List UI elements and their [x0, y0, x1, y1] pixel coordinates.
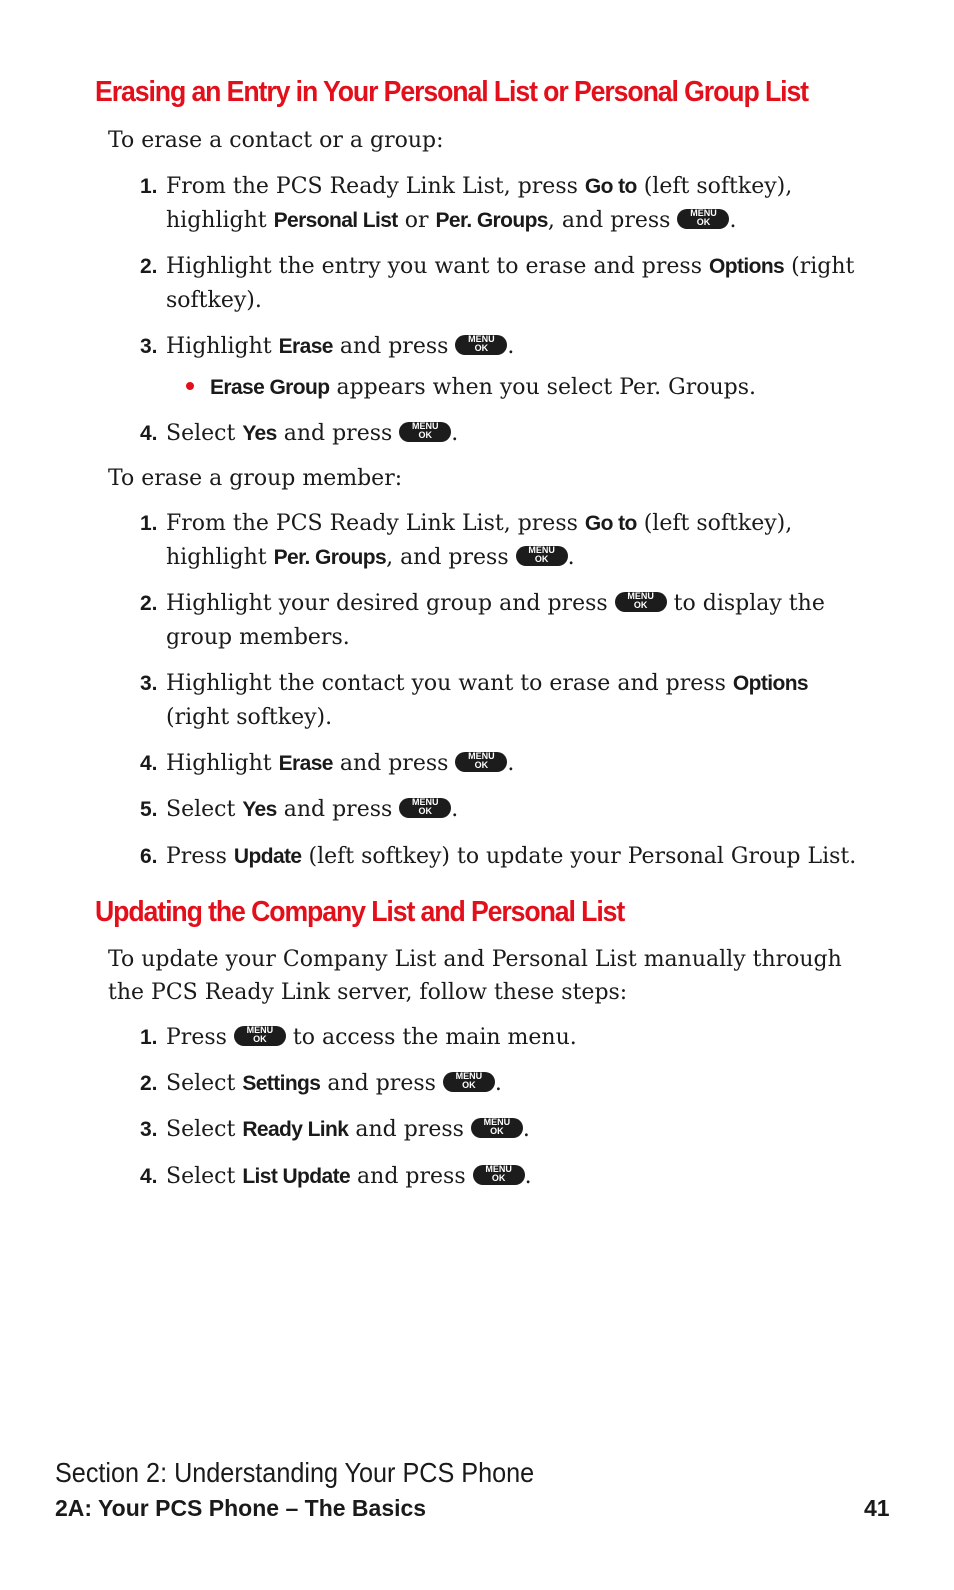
step-number: 2. [140, 1072, 158, 1095]
text: From the PCS Ready Link List, press [166, 511, 585, 536]
text: (left softkey) to update your Personal Group List. [301, 844, 857, 869]
intro-erase-member: To erase a group member: [108, 466, 403, 491]
step-number: 1. [140, 1026, 158, 1049]
text: . [494, 1071, 502, 1096]
text: , and press [547, 208, 678, 233]
step-text [166, 1021, 860, 1055]
footer-chapter-title: 2A: Your PCS Phone – The Basics [55, 1495, 427, 1521]
bullet-dot-icon [186, 382, 194, 390]
text: and press [320, 1071, 443, 1096]
section-title-updating: Updating the Company List and Personal List [95, 896, 625, 928]
key-yes: Yes [242, 798, 277, 821]
menu-ok-key-icon: MENU OK [399, 422, 451, 442]
step-number: 5. [140, 798, 158, 821]
intro-update: To update your Company List and Personal List manually through the PCS Ready Link server, follow these steps: [108, 947, 842, 1005]
text: (left softkey), highlight [166, 174, 793, 233]
menu-ok-key-icon: MENU OK [473, 1165, 525, 1185]
key-options: Options [732, 672, 809, 695]
text: . [729, 208, 737, 233]
intro-erase-contact: To erase a contact or a group: [108, 128, 444, 153]
key-erase: Erase [278, 752, 333, 775]
step-2 [140, 587, 860, 655]
step-1 [140, 507, 860, 575]
step-4 [140, 417, 860, 451]
menu-ok-key-icon: MENU OK [471, 1118, 523, 1138]
text: , and press [386, 545, 516, 570]
text: . [451, 421, 459, 446]
text: (right softkey). [166, 705, 333, 730]
key-settings: Settings [242, 1072, 321, 1095]
text: Highlight [166, 751, 279, 776]
text: . [507, 751, 515, 776]
step-4 [140, 747, 860, 781]
step-text [166, 1067, 860, 1101]
text: Select [166, 1117, 243, 1142]
text: Select [166, 1164, 243, 1189]
text: Highlight the contact you want to erase and press [166, 671, 733, 696]
step-number: 4. [140, 1165, 158, 1188]
step-number: 6. [140, 845, 158, 868]
text: (right softkey). [166, 254, 855, 313]
text: . [507, 334, 515, 359]
step-number: 1. [140, 512, 158, 535]
text: Select [166, 797, 243, 822]
text: Press [166, 1025, 234, 1050]
footer-section-title: Section 2: Understanding Your PCS Phone [55, 1457, 535, 1488]
menu-ok-key-icon: MENU OK [677, 209, 729, 229]
step-number: 2. [140, 255, 158, 278]
step-number: 3. [140, 335, 158, 358]
step-3 [140, 1113, 860, 1147]
text: Highlight your desired group and press [166, 591, 615, 616]
key-per-groups: Per. Groups [435, 209, 548, 232]
key-personal-list: Personal List [273, 209, 398, 232]
key-per-groups: Per. Groups [273, 546, 387, 569]
text: . [451, 797, 459, 822]
step-number: 2. [140, 592, 158, 615]
text: and press [348, 1117, 471, 1142]
step-text [166, 1113, 860, 1147]
text: appears when you select Per. Groups. [329, 375, 756, 400]
text: to access the main menu. [285, 1025, 577, 1050]
step-text [166, 330, 860, 364]
text: and press [276, 421, 400, 446]
step-5 [140, 793, 860, 827]
step-2 [140, 250, 860, 318]
step-1 [140, 1021, 860, 1055]
text: and press [276, 797, 400, 822]
step-2 [140, 1067, 860, 1101]
key-options: Options [709, 255, 785, 278]
text: Select [166, 1071, 243, 1096]
step-text [166, 747, 860, 781]
step-number: 4. [140, 422, 158, 445]
step-text [166, 587, 860, 655]
text: Highlight [166, 334, 279, 359]
step-text [166, 1160, 860, 1194]
step-text [166, 667, 860, 735]
step-text [166, 793, 860, 827]
menu-ok-key-icon: MENU OK [455, 752, 507, 772]
step-4 [140, 1160, 860, 1194]
step-text [166, 507, 860, 575]
step-1 [140, 170, 860, 238]
step-number: 3. [140, 1118, 158, 1141]
step-text [166, 840, 860, 874]
menu-ok-key-icon: MENU OK [455, 335, 507, 355]
text: or [397, 208, 436, 233]
key-ready-link: Ready Link [242, 1118, 349, 1141]
text: to display the group members. [166, 591, 825, 650]
page-number: 41 [864, 1495, 890, 1521]
text: (left softkey), highlight [166, 511, 793, 570]
text: . [567, 545, 575, 570]
step-text [166, 170, 860, 238]
step-6 [140, 840, 860, 874]
step-text [166, 417, 860, 451]
text: and press [332, 334, 456, 359]
step-number: 3. [140, 672, 158, 695]
text: and press [350, 1164, 473, 1189]
menu-ok-key-icon: MENU OK [234, 1026, 286, 1046]
menu-ok-key-icon: MENU OK [615, 592, 667, 612]
step-number: 4. [140, 752, 158, 775]
text: and press [332, 751, 456, 776]
text: From the PCS Ready Link List, press [166, 174, 585, 199]
key-update: Update [233, 845, 302, 868]
menu-ok-key-icon: MENU OK [516, 546, 568, 566]
text: . [524, 1164, 532, 1189]
step-3 [140, 667, 860, 735]
text: . [522, 1117, 530, 1142]
text: Select [166, 421, 243, 446]
step-3 [140, 330, 860, 364]
section-title-erasing: Erasing an Entry in Your Personal List or Personal Group List [95, 76, 808, 108]
text: Highlight the entry you want to erase and press [166, 254, 709, 279]
key-erase-group: Erase Group [210, 376, 330, 399]
step-number: 1. [140, 175, 158, 198]
key-yes: Yes [242, 422, 277, 445]
text: Press [166, 844, 234, 869]
bullet-note [186, 371, 756, 405]
menu-ok-key-icon: MENU OK [443, 1072, 495, 1092]
key-go-to: Go to [584, 512, 637, 535]
key-go-to: Go to [584, 175, 637, 198]
key-erase: Erase [278, 335, 333, 358]
key-list-update: List Update [242, 1165, 351, 1188]
step-text [166, 250, 860, 318]
menu-ok-key-icon: MENU OK [399, 798, 451, 818]
